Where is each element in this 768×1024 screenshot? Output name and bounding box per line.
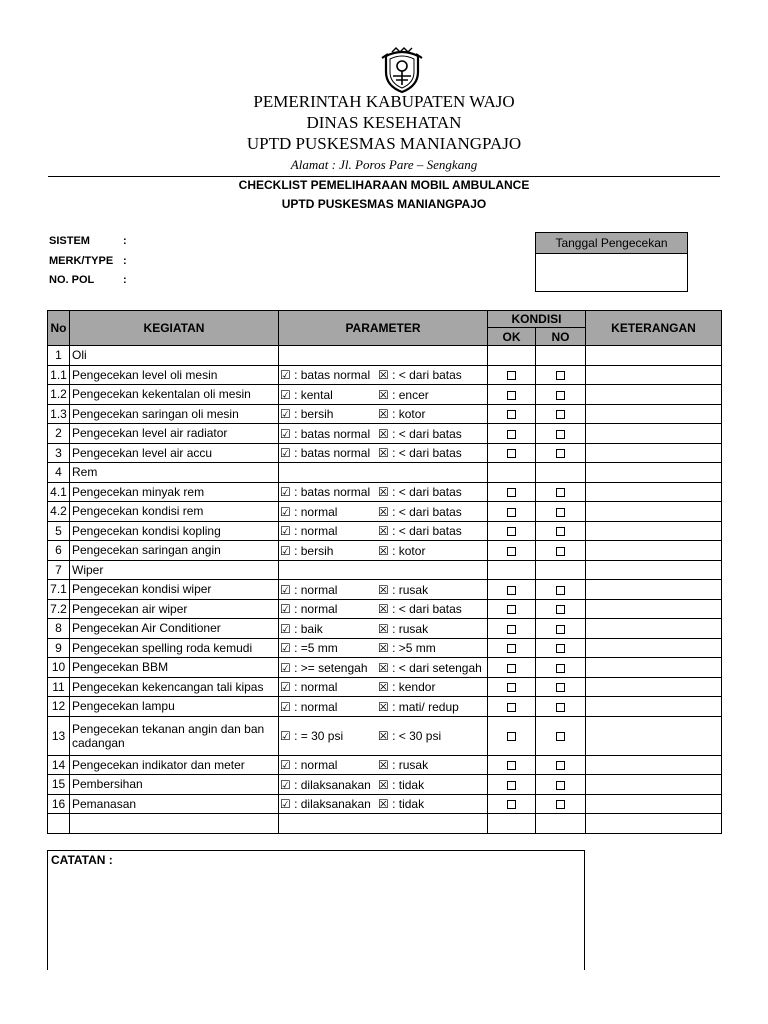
table-row [48, 502, 722, 522]
date-box-label: Tanggal Pengecekan [536, 233, 687, 254]
row-kegiatan: Pembersihan [70, 775, 279, 795]
parameter-bad: ☒ : rusak [378, 582, 429, 597]
table-row [48, 658, 722, 678]
parameter-bad: ☒ : tidak [378, 797, 425, 812]
table-row [48, 521, 722, 541]
row-number: 1.1 [48, 365, 70, 385]
cell-keterangan[interactable] [586, 365, 722, 385]
cell-ok[interactable] [488, 482, 536, 502]
parameter-good: ☑ : normal [280, 524, 338, 539]
no-checkbox[interactable] [556, 625, 565, 634]
info-merk-label: MERK/TYPE [49, 255, 114, 267]
row-kegiatan: Pengecekan minyak rem [70, 482, 279, 502]
parameter-good: ☑ : = 30 psi [280, 728, 344, 743]
info-nopol [49, 274, 127, 286]
parameter-bad: ☒ : rusak [378, 621, 429, 636]
parameter-bad: ☒ : kendor [378, 680, 436, 695]
row-parameter [279, 346, 488, 366]
row-number: 4.2 [48, 502, 70, 522]
cell-ok[interactable] [488, 404, 536, 424]
info-colon: : [123, 235, 127, 247]
ok-checkbox[interactable] [507, 761, 516, 770]
row-number: 7.1 [48, 580, 70, 600]
row-number: 14 [48, 755, 70, 775]
cell-no[interactable] [536, 794, 586, 814]
district-emblem-logo [378, 46, 426, 94]
row-kegiatan: Pengecekan spelling roda kemudi [70, 638, 279, 658]
table-row [48, 365, 722, 385]
cell-no[interactable] [536, 521, 586, 541]
row-number: 3 [48, 443, 70, 463]
row-number: 8 [48, 619, 70, 639]
row-number: 5 [48, 521, 70, 541]
table-row [48, 716, 722, 755]
no-checkbox[interactable] [556, 371, 565, 380]
cell-keterangan[interactable] [586, 619, 722, 639]
notes-box[interactable] [47, 850, 585, 970]
row-parameter [279, 814, 488, 834]
cell-no[interactable] [536, 658, 586, 678]
cell-keterangan[interactable] [586, 755, 722, 775]
parameter-bad: ☒ : kotor [378, 543, 426, 558]
parameter-good: ☑ : normal [280, 504, 338, 519]
parameter-good: ☑ : bersih [280, 407, 334, 422]
table-row [48, 677, 722, 697]
row-parameter [279, 443, 488, 463]
cell-ok[interactable] [488, 541, 536, 561]
ok-checkbox[interactable] [507, 664, 516, 673]
cell-ok[interactable] [488, 580, 536, 600]
no-checkbox[interactable] [556, 800, 565, 809]
cell-ok[interactable] [488, 716, 536, 755]
cell-keterangan[interactable] [586, 794, 722, 814]
table-row [48, 697, 722, 717]
parameter-bad: ☒ : mati/ redup [378, 699, 459, 714]
parameter-good: ☑ : bersih [280, 543, 334, 558]
cell-keterangan[interactable] [586, 775, 722, 795]
table-row [48, 814, 722, 834]
table-row [48, 424, 722, 444]
cell-ok[interactable] [488, 521, 536, 541]
cell-ok[interactable] [488, 794, 536, 814]
parameter-good: ☑ : =5 mm [280, 641, 338, 656]
parameter-good: ☑ : batas normal [280, 368, 371, 383]
notes-label: CATATAN : [51, 853, 113, 867]
row-parameter [279, 755, 488, 775]
cell-no[interactable] [536, 599, 586, 619]
row-parameter [279, 365, 488, 385]
parameter-bad: ☒ : < dari batas [378, 368, 462, 383]
cell-no[interactable] [536, 443, 586, 463]
cell-no[interactable] [536, 502, 586, 522]
cell-ok[interactable] [488, 365, 536, 385]
cell-ok[interactable] [488, 755, 536, 775]
table-row [48, 638, 722, 658]
row-number: 2 [48, 424, 70, 444]
row-parameter [279, 580, 488, 600]
col-header-keterangan: KETERANGAN [586, 311, 722, 346]
row-kegiatan [70, 814, 279, 834]
cell-keterangan[interactable] [586, 541, 722, 561]
table-row [48, 404, 722, 424]
cell-no[interactable] [536, 638, 586, 658]
ok-checkbox[interactable] [507, 586, 516, 595]
parameter-good: ☑ : normal [280, 680, 338, 695]
no-checkbox[interactable] [556, 391, 565, 400]
parameter-good: ☑ : batas normal [280, 485, 371, 500]
no-checkbox[interactable] [556, 664, 565, 673]
row-kegiatan: Pengecekan saringan oli mesin [70, 404, 279, 424]
row-kegiatan: Pengecekan level air accu [70, 443, 279, 463]
parameter-bad: ☒ : < dari batas [378, 426, 462, 441]
ok-checkbox[interactable] [507, 430, 516, 439]
cell-ok[interactable] [488, 385, 536, 405]
ok-checkbox[interactable] [507, 625, 516, 634]
parameter-good: ☑ : normal [280, 699, 338, 714]
table-row [48, 599, 722, 619]
cell-ok[interactable] [488, 619, 536, 639]
row-number: 15 [48, 775, 70, 795]
info-colon: : [123, 274, 127, 286]
row-kegiatan: Pengecekan tekanan angin dan ban cadangan [70, 716, 279, 755]
document-subtitle: UPTD PUSKESMAS MANIANGPAJO [281, 197, 487, 211]
header-unit: UPTD PUSKESMAS MANIANGPAJO [246, 134, 522, 153]
cell-ok[interactable] [488, 424, 536, 444]
row-parameter [279, 697, 488, 717]
ok-checkbox[interactable] [507, 781, 516, 790]
parameter-bad: ☒ : < dari batas [378, 504, 462, 519]
header-divider [48, 176, 720, 177]
cell-no[interactable] [536, 541, 586, 561]
cell-no[interactable] [536, 775, 586, 795]
cell-ok[interactable] [488, 775, 536, 795]
table-row [48, 794, 722, 814]
cell-no [536, 814, 586, 834]
date-box-field[interactable] [536, 254, 687, 291]
info-sistem [49, 235, 127, 247]
cell-keterangan[interactable] [586, 404, 722, 424]
row-number: 12 [48, 697, 70, 717]
row-kegiatan: Pengecekan kondisi kopling [70, 521, 279, 541]
row-parameter [279, 424, 488, 444]
col-header-ok: OK [488, 328, 536, 346]
row-parameter [279, 599, 488, 619]
no-checkbox[interactable] [556, 732, 565, 741]
cell-no[interactable] [536, 404, 586, 424]
row-kegiatan: Pengecekan level air radiator [70, 424, 279, 444]
row-parameter [279, 775, 488, 795]
parameter-bad: ☒ : < dari batas [378, 524, 462, 539]
info-merk [49, 255, 127, 267]
ok-checkbox[interactable] [507, 683, 516, 692]
row-kegiatan: Pengecekan lampu [70, 697, 279, 717]
ok-checkbox[interactable] [507, 527, 516, 536]
row-kegiatan: Pengecekan saringan angin [70, 541, 279, 561]
row-number: 1.2 [48, 385, 70, 405]
info-sistem-label: SISTEM [49, 235, 90, 247]
parameter-good: ☑ : dilaksanakan [280, 797, 371, 812]
col-header-kondisi: KONDISI [488, 311, 586, 328]
row-parameter [279, 658, 488, 678]
header-department: DINAS KESEHATAN [306, 113, 462, 132]
ok-checkbox[interactable] [507, 391, 516, 400]
row-number: 7.2 [48, 599, 70, 619]
table-row [48, 463, 722, 483]
cell-keterangan[interactable] [586, 677, 722, 697]
parameter-good: ☑ : normal [280, 602, 338, 617]
table-row [48, 619, 722, 639]
row-kegiatan: Pengecekan BBM [70, 658, 279, 678]
cell-no [536, 346, 586, 366]
cell-ok[interactable] [488, 658, 536, 678]
cell-keterangan[interactable] [586, 697, 722, 717]
row-number: 6 [48, 541, 70, 561]
row-number: 7 [48, 560, 70, 580]
cell-no[interactable] [536, 580, 586, 600]
row-parameter [279, 541, 488, 561]
no-checkbox[interactable] [556, 547, 565, 556]
ok-checkbox[interactable] [507, 508, 516, 517]
document-title: CHECKLIST PEMELIHARAAN MOBIL AMBULANCE [238, 178, 530, 192]
row-kegiatan: Pengecekan level oli mesin [70, 365, 279, 385]
cell-keterangan[interactable] [586, 346, 722, 366]
row-number: 13 [48, 716, 70, 755]
row-kegiatan: Oli [70, 346, 279, 366]
parameter-bad: ☒ : < dari batas [378, 485, 462, 500]
cell-no[interactable] [536, 697, 586, 717]
cell-keterangan[interactable] [586, 599, 722, 619]
row-number: 9 [48, 638, 70, 658]
row-number: 4.1 [48, 482, 70, 502]
cell-keterangan[interactable] [586, 658, 722, 678]
parameter-good: ☑ : normal [280, 582, 338, 597]
ok-checkbox[interactable] [507, 800, 516, 809]
ok-checkbox[interactable] [507, 703, 516, 712]
row-number: 10 [48, 658, 70, 678]
cell-keterangan[interactable] [586, 443, 722, 463]
table-row [48, 755, 722, 775]
row-number: 1.3 [48, 404, 70, 424]
no-checkbox[interactable] [556, 410, 565, 419]
no-checkbox[interactable] [556, 527, 565, 536]
parameter-bad: ☒ : rusak [378, 758, 429, 773]
cell-ok [488, 560, 536, 580]
parameter-bad: ☒ : kotor [378, 407, 426, 422]
ok-checkbox[interactable] [507, 644, 516, 653]
table-row [48, 385, 722, 405]
parameter-bad: ☒ : >5 mm [378, 641, 436, 656]
col-header-kegiatan: KEGIATAN [70, 311, 279, 346]
cell-no[interactable] [536, 424, 586, 444]
cell-ok [488, 463, 536, 483]
parameter-bad: ☒ : < dari setengah [378, 660, 482, 675]
parameter-good: ☑ : >= setengah [280, 660, 368, 675]
cell-keterangan[interactable] [586, 638, 722, 658]
cell-ok[interactable] [488, 638, 536, 658]
row-parameter [279, 385, 488, 405]
parameter-good: ☑ : baik [280, 621, 323, 636]
row-parameter [279, 463, 488, 483]
ok-checkbox[interactable] [507, 732, 516, 741]
ok-checkbox[interactable] [507, 449, 516, 458]
cell-keterangan[interactable] [586, 424, 722, 444]
no-checkbox[interactable] [556, 781, 565, 790]
col-header-parameter: PARAMETER [279, 311, 488, 346]
row-number: 4 [48, 463, 70, 483]
ok-checkbox[interactable] [507, 488, 516, 497]
parameter-good: ☑ : dilaksanakan [280, 777, 371, 792]
parameter-bad: ☒ : < dari batas [378, 602, 462, 617]
cell-no[interactable] [536, 619, 586, 639]
cell-ok[interactable] [488, 443, 536, 463]
ok-checkbox[interactable] [507, 371, 516, 380]
row-number: 1 [48, 346, 70, 366]
table-row [48, 346, 722, 366]
no-checkbox[interactable] [556, 488, 565, 497]
cell-no[interactable] [536, 482, 586, 502]
no-checkbox[interactable] [556, 508, 565, 517]
parameter-good: ☑ : normal [280, 758, 338, 773]
table-row [48, 580, 722, 600]
row-kegiatan: Wiper [70, 560, 279, 580]
cell-ok[interactable] [488, 697, 536, 717]
row-parameter [279, 521, 488, 541]
row-number: 16 [48, 794, 70, 814]
cell-ok [488, 346, 536, 366]
row-kegiatan: Pengecekan kekentalan oli mesin [70, 385, 279, 405]
row-number [48, 814, 70, 834]
info-nopol-label: NO. POL [49, 274, 95, 286]
no-checkbox[interactable] [556, 586, 565, 595]
cell-keterangan[interactable] [586, 482, 722, 502]
parameter-good: ☑ : kental [280, 387, 333, 402]
row-kegiatan: Pengecekan kekencangan tali kipas [70, 677, 279, 697]
row-kegiatan: Pengecekan kondisi rem [70, 502, 279, 522]
table-row [48, 541, 722, 561]
parameter-bad: ☒ : < 30 psi [378, 728, 442, 743]
table-row [48, 482, 722, 502]
row-parameter [279, 482, 488, 502]
cell-no[interactable] [536, 365, 586, 385]
cell-ok[interactable] [488, 677, 536, 697]
no-checkbox[interactable] [556, 449, 565, 458]
row-parameter [279, 677, 488, 697]
cell-ok [488, 814, 536, 834]
cell-keterangan[interactable] [586, 521, 722, 541]
row-kegiatan: Pemanasan [70, 794, 279, 814]
info-colon: : [123, 255, 127, 267]
cell-keterangan[interactable] [586, 385, 722, 405]
no-checkbox[interactable] [556, 430, 565, 439]
no-checkbox[interactable] [556, 605, 565, 614]
no-checkbox[interactable] [556, 644, 565, 653]
col-header-no-condition: NO [536, 328, 586, 346]
cell-keterangan[interactable] [586, 814, 722, 834]
date-box [535, 232, 688, 292]
no-checkbox[interactable] [556, 683, 565, 692]
header-government: PEMERINTAH KABUPATEN WAJO [253, 92, 515, 111]
parameter-bad: ☒ : encer [378, 387, 429, 402]
parameter-good: ☑ : batas normal [280, 446, 371, 461]
cell-no[interactable] [536, 677, 586, 697]
row-parameter [279, 619, 488, 639]
cell-keterangan[interactable] [586, 580, 722, 600]
parameter-bad: ☒ : tidak [378, 777, 425, 792]
cell-no[interactable] [536, 716, 586, 755]
row-parameter [279, 502, 488, 522]
row-kegiatan: Pengecekan kondisi wiper [70, 580, 279, 600]
row-parameter [279, 794, 488, 814]
cell-keterangan[interactable] [586, 463, 722, 483]
cell-keterangan[interactable] [586, 716, 722, 755]
table-row [48, 560, 722, 580]
row-kegiatan: Rem [70, 463, 279, 483]
cell-no[interactable] [536, 385, 586, 405]
row-parameter [279, 638, 488, 658]
row-kegiatan: Pengecekan indikator dan meter [70, 755, 279, 775]
ok-checkbox[interactable] [507, 605, 516, 614]
cell-ok[interactable] [488, 599, 536, 619]
cell-no [536, 560, 586, 580]
parameter-bad: ☒ : < dari batas [378, 446, 462, 461]
parameter-good: ☑ : batas normal [280, 426, 371, 441]
row-kegiatan: Pengecekan Air Conditioner [70, 619, 279, 639]
row-parameter [279, 716, 488, 755]
row-parameter [279, 560, 488, 580]
cell-keterangan[interactable] [586, 560, 722, 580]
ok-checkbox[interactable] [507, 547, 516, 556]
checklist-table [47, 310, 722, 834]
ok-checkbox[interactable] [507, 410, 516, 419]
cell-keterangan[interactable] [586, 502, 722, 522]
header-address: Alamat : Jl. Poros Pare – Sengkang [290, 157, 478, 172]
col-header-no: No [48, 311, 70, 346]
row-parameter [279, 404, 488, 424]
cell-no[interactable] [536, 755, 586, 775]
row-number: 11 [48, 677, 70, 697]
cell-no [536, 463, 586, 483]
no-checkbox[interactable] [556, 761, 565, 770]
row-kegiatan: Pengecekan air wiper [70, 599, 279, 619]
cell-ok[interactable] [488, 502, 536, 522]
table-row [48, 443, 722, 463]
table-row [48, 775, 722, 795]
no-checkbox[interactable] [556, 703, 565, 712]
